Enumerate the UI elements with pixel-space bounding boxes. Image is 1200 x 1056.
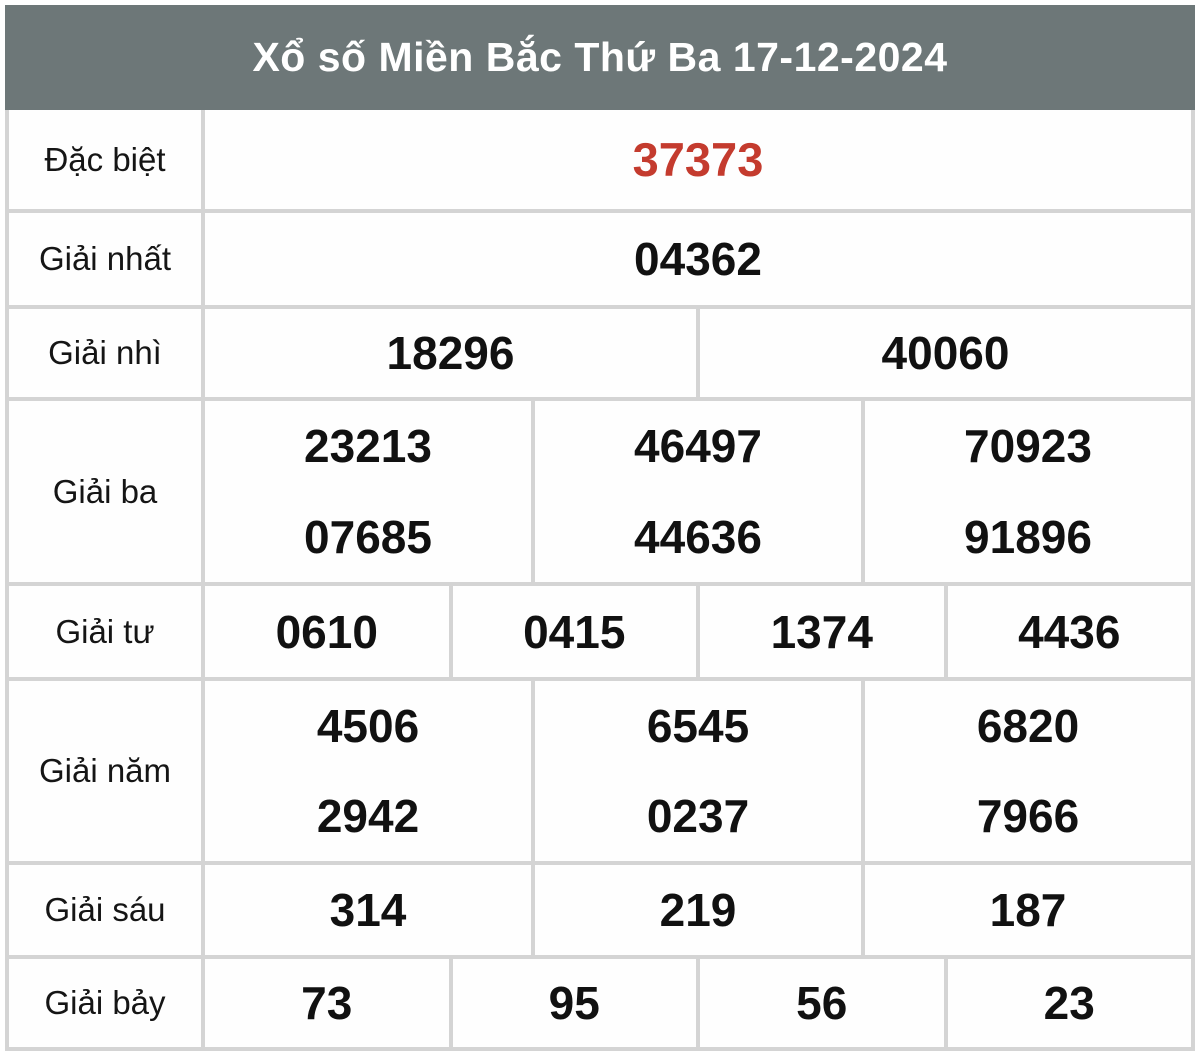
prize-row: [9, 309, 1191, 401]
prize-number: 0237: [646, 790, 750, 842]
prize-numbers-cell: [700, 586, 948, 677]
prize-label: Đặc biệt: [9, 110, 205, 209]
prize-row: [9, 586, 1191, 681]
prize-number: 56: [796, 977, 848, 1029]
page-title: Xổ số Miền Bắc Thứ Ba 17-12-2024: [252, 34, 948, 80]
prize-numbers-cell: [535, 681, 865, 861]
prize-number: 6545: [646, 700, 750, 752]
prize-numbers-cell: [205, 959, 453, 1047]
prize-numbers-cell: [948, 959, 1192, 1047]
prize-number: 4506: [316, 700, 420, 752]
prize-number: 18296: [386, 327, 515, 379]
prize-number: 4436: [1018, 605, 1121, 658]
prize-numbers-cell: [205, 309, 700, 397]
prize-number: 44636: [634, 510, 762, 563]
prize-numbers-cell: [453, 959, 701, 1047]
prize-number: 91896: [964, 510, 1092, 563]
prize-numbers-cell: [535, 865, 865, 955]
prize-number: 1374: [770, 605, 873, 658]
prize-number: 70923: [964, 420, 1092, 473]
prize-numbers-cell: [865, 865, 1191, 955]
prize-number: 187: [989, 884, 1067, 936]
prize-row: [9, 959, 1191, 1047]
prize-number: 40060: [881, 327, 1010, 379]
prize-numbers-cell: [865, 681, 1191, 861]
prize-number: 7966: [976, 790, 1080, 842]
prize-numbers-cell: [948, 586, 1192, 677]
prize-label: Giải nhì: [9, 309, 205, 397]
prize-numbers-cell: [700, 309, 1191, 397]
prize-numbers-cell: [535, 401, 865, 582]
prize-numbers-cell: [205, 213, 1191, 305]
prize-label: Giải tư: [9, 586, 205, 677]
prize-number: 6820: [976, 700, 1080, 752]
prize-row: [9, 865, 1191, 959]
prize-row: [9, 681, 1191, 865]
prize-row: [9, 401, 1191, 586]
prize-label: Giải nhất: [9, 213, 205, 305]
prize-number: 23213: [304, 420, 432, 473]
prize-number: 46497: [634, 420, 762, 473]
prize-numbers-cell: [205, 681, 535, 861]
prize-number: 0415: [523, 605, 626, 658]
lottery-results-header: [5, 5, 1195, 110]
prize-numbers-cell: [205, 110, 1191, 209]
prize-numbers-cell: [205, 865, 535, 955]
prize-numbers-cell: [205, 401, 535, 582]
prize-number: 95: [548, 977, 600, 1029]
prize-row: [9, 110, 1191, 213]
prize-numbers-cell: [865, 401, 1191, 582]
prize-row: [9, 213, 1191, 309]
prize-label: Giải năm: [9, 681, 205, 861]
prize-number: 73: [301, 977, 353, 1029]
prize-number: 04362: [634, 233, 762, 285]
prize-label: Giải sáu: [9, 865, 205, 955]
prize-label: Giải ba: [9, 401, 205, 582]
prize-number: 219: [659, 884, 737, 936]
prize-number: 37373: [632, 133, 764, 186]
prize-number: 0610: [275, 605, 378, 658]
prize-number: 314: [329, 884, 407, 936]
prize-number: 2942: [316, 790, 420, 842]
prize-number: 07685: [304, 510, 432, 563]
prize-label: Giải bảy: [9, 959, 205, 1047]
prize-table: [5, 110, 1195, 1051]
prize-numbers-cell: [700, 959, 948, 1047]
prize-numbers-cell: [453, 586, 701, 677]
prize-numbers-cell: [205, 586, 453, 677]
prize-number: 23: [1043, 977, 1095, 1029]
